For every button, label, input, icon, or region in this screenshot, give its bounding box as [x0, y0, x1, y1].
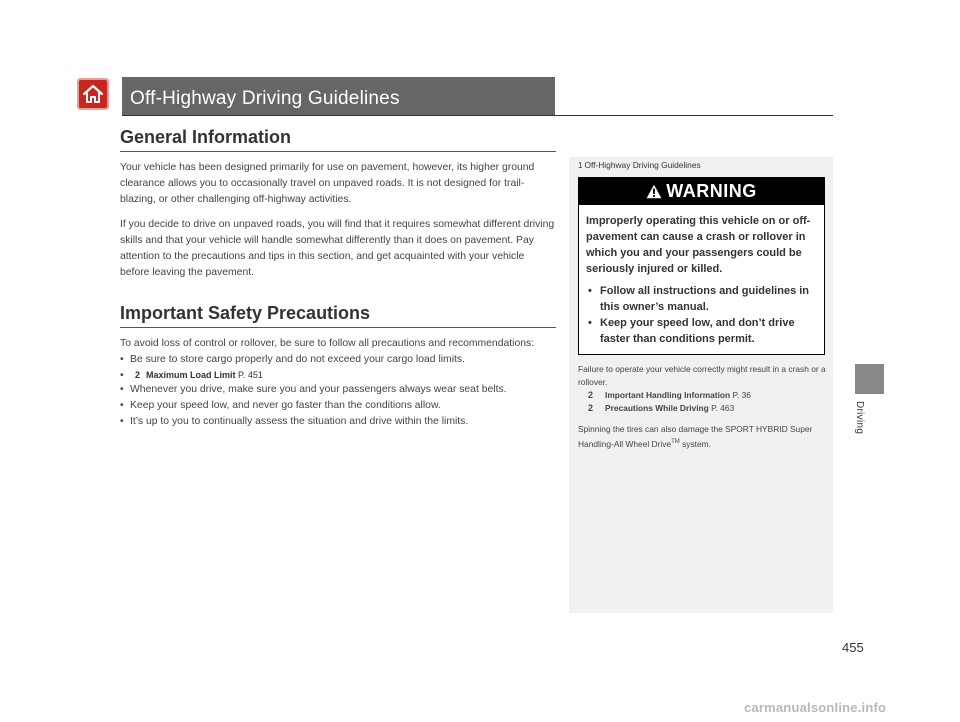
note-marker-icon: 1 — [578, 161, 583, 170]
warning-triangle-icon — [646, 184, 662, 199]
watermark: carmanualsonline.info — [744, 700, 887, 715]
reference-arrow-icon: 2 — [588, 390, 594, 400]
warning-title: WARNING — [666, 181, 757, 201]
list-item: • It’s up to you to continually assess the situation and drive within the limits. — [120, 414, 556, 430]
side-note-2 — [578, 423, 828, 451]
main-content — [120, 127, 556, 430]
side-note-1 — [578, 363, 828, 415]
safety-list — [120, 352, 556, 430]
list-item: • Follow all instructions and guidelines in this owner’s manual. — [586, 283, 816, 315]
warning-body — [579, 205, 824, 347]
list-item: • Whenever you drive, make sure you and your passengers always wear seat belts. — [120, 382, 556, 398]
xref-label: Precautions While Driving — [605, 403, 709, 413]
xref-page: P. 36 — [730, 390, 751, 400]
xref-wrapper — [120, 368, 556, 382]
reference-arrow-icon: • 2 — [135, 370, 141, 380]
safety-precautions-heading: Important Safety Precautions — [120, 303, 556, 328]
section-tab-marker[interactable] — [855, 364, 884, 394]
trademark-mark: TM — [671, 439, 680, 445]
list-item: • Be sure to store cargo properly and do not exceed your cargo load limits. — [120, 352, 556, 368]
safety-intro: To avoid loss of control or rollover, be sure to follow all precautions and recommendations: — [120, 338, 535, 349]
section-tab-label: Driving — [854, 401, 865, 435]
home-icon — [81, 82, 105, 106]
side-heading-text: Off-Highway Driving Guidelines — [584, 160, 701, 170]
reference-arrow-icon: 2 — [588, 403, 594, 413]
home-button[interactable] — [77, 78, 109, 110]
warning-header — [579, 178, 824, 205]
general-paragraph-1: Your vehicle has been designed primarily for use on pavement, however, its higher ground clearance allows you to occasionally travel on unpaved roads. It is not designed for trail-blazing, or other challenging off-highway activities. — [120, 162, 535, 205]
side-panel-heading — [578, 160, 701, 170]
xref-page: P. 463 — [708, 403, 735, 413]
general-paragraph-2: If you decide to drive on unpaved roads, you will find that it requires somewhat different driving skills and that your vehicle will handle somewhat differently than it does on pavement. Pay attention to the precautions and tips in this section, and get acquainted with your vehicle before leaving the pavement. — [120, 219, 555, 278]
warning-list — [586, 283, 816, 347]
cross-reference[interactable] — [578, 389, 828, 402]
warning-box — [578, 177, 825, 355]
xref-label: Important Handling Information — [605, 390, 731, 400]
xref-label: Maximum Load Limit — [146, 370, 236, 380]
warning-text: Improperly operating this vehicle on or off-pavement can cause a crash or rollover in which you and your passengers could be seriously injured or killed. — [586, 215, 811, 275]
page-title: Off-Highway Driving Guidelines — [130, 88, 400, 109]
cross-reference[interactable] — [120, 368, 556, 382]
xref-page: P. 451 — [235, 370, 263, 380]
cross-reference[interactable] — [578, 402, 828, 415]
list-item: • Keep your speed low, and never go faster than the conditions allow. — [120, 398, 556, 414]
side-note-2-end: system. — [679, 438, 711, 449]
side-note-1-text: Failure to operate your vehicle correctly might result in a crash or a rollover. — [578, 364, 826, 387]
side-note-2-text: Spinning the tires can also damage the SPORT HYBRID Super Handling-All Wheel Drive — [578, 424, 813, 449]
side-notes-panel — [569, 157, 833, 613]
page-number: 455 — [842, 640, 864, 655]
title-bar — [122, 77, 555, 115]
title-rule — [122, 115, 833, 116]
list-item: • Keep your speed low, and don’t drive faster than conditions permit. — [586, 315, 816, 347]
side-notes — [578, 363, 828, 451]
general-information-heading: General Information — [120, 127, 556, 152]
